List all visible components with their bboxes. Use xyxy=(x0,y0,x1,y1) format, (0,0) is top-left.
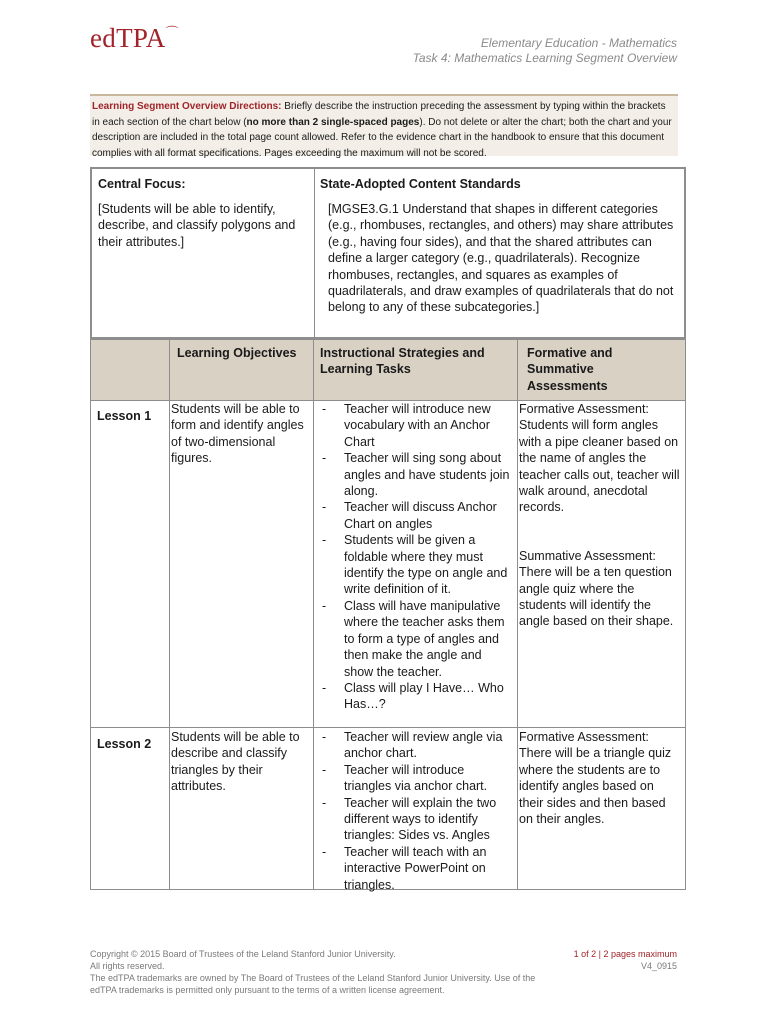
column-divider xyxy=(314,169,315,337)
lesson-2-objective[interactable]: Students will be able to describe and classify triangles by their attributes. xyxy=(171,730,300,794)
bullet-dash-icon: - xyxy=(322,598,327,613)
trademark-text: The edTPA trademarks are owned by The Board of Trustees of the Leland Stanford Junior University. Use of the edTPA trademarks is permitted only pursuant to the terms of a written license agreement. xyxy=(90,973,536,995)
header-learning-objectives: Learning Objectives xyxy=(177,346,297,360)
document-header xyxy=(413,36,677,66)
strategy-text: Students will be given a foldable where they must identify the type on angle and write definition of it. xyxy=(344,533,508,597)
central-focus-table xyxy=(90,167,686,339)
strategy-text: Teacher will introduce new vocabulary with an Anchor Chart xyxy=(344,402,491,449)
learning-segment-table xyxy=(90,339,686,890)
page-count: 1 of 2 | 2 pages maximum xyxy=(573,949,677,959)
directions-box xyxy=(90,94,678,159)
strategy-text: Teacher will introduce triangles via anchor chart. xyxy=(344,762,488,794)
list-item[interactable] xyxy=(320,762,514,795)
lesson-2-label: Lesson 2 xyxy=(97,737,152,751)
list-item[interactable] xyxy=(320,844,514,893)
rights-text: All rights reserved. xyxy=(90,961,165,971)
spacer xyxy=(519,516,681,548)
bullet-dash-icon: - xyxy=(322,795,327,810)
strategy-text: Teacher will teach with an interactive PowerPoint on triangles. xyxy=(344,844,487,892)
bullet-dash-icon: - xyxy=(322,730,327,744)
directions-text-2: ). Do not delete or alter the chart; both the chart and your description are included in the total page count allowed. Refer to the evidence chart in the handbook to ensure that this document complies with all format specifications. Pages exceeding the maximum will not be scored. xyxy=(92,116,672,159)
subject-title: Elementary Education - Mathematics xyxy=(480,36,677,50)
list-item[interactable] xyxy=(320,795,514,844)
row-divider xyxy=(91,727,685,728)
strategy-text: Teacher will review angle via anchor chart. xyxy=(344,730,503,761)
bullet-dash-icon: - xyxy=(322,500,327,515)
directions-bold-text: no more than 2 single-spaced pages xyxy=(246,116,420,128)
strategy-text: Class will have manipulative where the teacher asks them to form a type of angles and then make the angle and show the teacher. xyxy=(344,598,505,679)
list-item[interactable] xyxy=(320,450,514,499)
lesson-2-strategies-list xyxy=(320,729,514,893)
column-divider xyxy=(517,340,518,889)
bullet-dash-icon: - xyxy=(322,844,327,859)
standards-text[interactable]: [MGSE3.G.1 Understand that shapes in different categories (e.g., rhombuses, rectangles, and others) may share attributes (e.g., having four sides), and that the shared attributes can define a larger category (e.g., quadrilaterals). Recognize rhombuses, rectangles, and squares as examples of quadrilaterals, and draw examples of quadrilaterals that do not belong to any of these subcategories.] xyxy=(328,202,674,315)
central-focus-title: Central Focus: xyxy=(98,177,186,191)
logo-text: edTPA xyxy=(90,23,166,53)
list-item[interactable] xyxy=(320,729,514,762)
copyright-text: Copyright © 2015 Board of Trustees of the Leland Stanford Junior University. xyxy=(90,949,396,959)
lesson-1-strategies-list xyxy=(320,401,514,713)
lesson-1-summative-assessment[interactable]: Summative Assessment: There will be a ten question angle quiz where the students will identify the angle based on their shape. xyxy=(519,548,674,629)
bullet-dash-icon: - xyxy=(322,680,327,695)
strategy-text: Class will play I Have… Who Has…? xyxy=(344,680,504,712)
footer-page-info xyxy=(574,948,677,972)
bullet-dash-icon: - xyxy=(322,762,327,777)
standards-title: State-Adopted Content Standards xyxy=(320,177,521,191)
lesson-2-formative-assessment[interactable]: Formative Assessment: There will be a triangle quiz where the students are to identify angles based on their sides and then based on their angles. xyxy=(519,730,672,827)
column-divider xyxy=(313,340,314,889)
header-assessments: Formative and Summative Assessments xyxy=(527,346,613,393)
version-label: V4_0915 xyxy=(640,961,677,971)
list-item[interactable] xyxy=(320,598,514,680)
header-instructional-strategies: Instructional Strategies and Learning Tasks xyxy=(320,346,485,377)
bullet-dash-icon: - xyxy=(322,402,327,416)
lesson-1-objective[interactable]: Students will be able to form and identify angles of two-dimensional figures. xyxy=(171,402,304,466)
lesson-1-formative-assessment[interactable]: Formative Assessment: Students will form angles with a pipe cleaner based on the name of angles the teacher calls out, teacher will walk around, anecdotal records. xyxy=(519,402,680,515)
central-focus-text[interactable]: [Students will be able to identify, describe, and classify polygons and their attributes.] xyxy=(98,202,296,249)
logo-arc-icon: ⌒ xyxy=(165,25,179,40)
strategy-text: Teacher will sing song about angles and have students join along. xyxy=(344,451,510,499)
bullet-dash-icon: - xyxy=(322,533,327,548)
list-item[interactable] xyxy=(320,680,514,713)
list-item[interactable] xyxy=(320,532,514,598)
directions-text-1: Briefly describe the instruction preceding the assessment by typing within the brackets in each section of the chart below ( xyxy=(92,101,666,128)
list-item[interactable] xyxy=(320,499,514,532)
list-item[interactable] xyxy=(320,401,514,450)
column-divider xyxy=(169,340,170,889)
lesson-1-label: Lesson 1 xyxy=(97,409,152,423)
strategy-text: Teacher will explain the two different ways to identify triangles: Sides vs. Angles xyxy=(344,795,497,843)
bullet-dash-icon: - xyxy=(322,451,327,466)
strategy-text: Teacher will discuss Anchor Chart on angles xyxy=(344,500,497,531)
footer-copyright xyxy=(90,948,560,996)
task-title: Task 4: Mathematics Learning Segment Overview xyxy=(412,51,677,65)
lesson-1-assessments xyxy=(519,401,681,630)
directions-title: Learning Segment Overview Directions: xyxy=(92,101,282,112)
edtpa-logo xyxy=(90,22,179,54)
